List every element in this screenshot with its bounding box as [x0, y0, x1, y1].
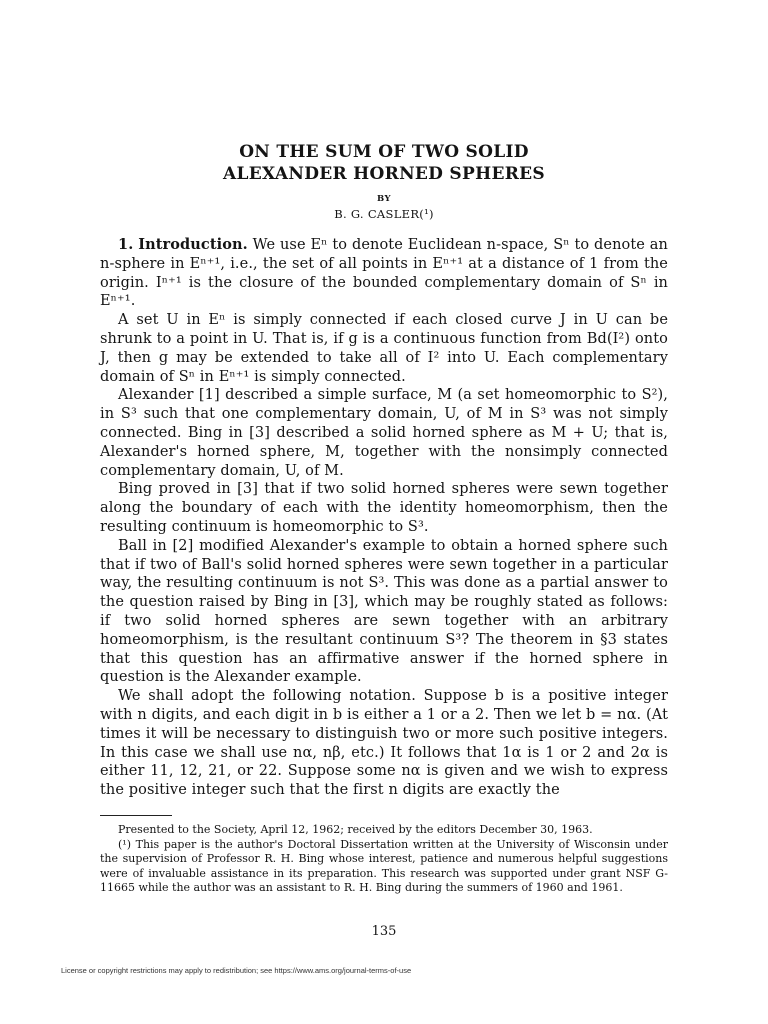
paragraph-1-text: We use Eⁿ to denote Euclidean n-space, Sⁿ to denote an n-sphere in Eⁿ⁺¹, i.e., the set of all points in Eⁿ⁺¹ at a distance of 1 from the origin. Iⁿ⁺¹ is the closure of the bounded complementary domain of Sⁿ in Eⁿ⁺¹. [100, 237, 668, 310]
paragraph-4: Bing proved in [3] that if two solid horned spheres were sewn together along the boundary of each with the identity homeomorphism, then the resulting continuum is homeomorphic to S³. [100, 481, 668, 535]
author-name: B. G. CASLER(¹) [334, 207, 434, 221]
page-number: 135 [371, 924, 397, 939]
by-label: BY [376, 194, 392, 204]
title-line-2: ALEXANDER HORNED SPHERES [223, 164, 545, 184]
footnote-1: (¹) This paper is the author's Doctoral Dissertation written at the University of Wisconsin under the supervision of Professor R. H. Bing whose interest, patience and numerous helpful suggestions were of invaluable assistance in its preparation. This research was supported under grant NSF G-11665 while the author was an assistant to R. H. Bing during the summers of 1960 and 1961. [100, 837, 668, 894]
section-title: Introduction. [138, 236, 248, 253]
paragraph-1 [100, 236, 668, 311]
footnote-divider [100, 815, 172, 816]
section-number: 1. [118, 236, 134, 253]
paragraph-3: Alexander [1] described a simple surface, M (a set homeomorphic to S²), in S³ such that one complementary domain, U, of M in S³ was not simply connected. Bing in [3] described a solid horned sphere as M + U; that is, Alexander's horned sphere, M, together with the nonsimply connected complementary domain, U, of M. [100, 387, 668, 479]
footnote-presented: Presented to the Society, April 12, 1962; received by the editors December 30, 1963. [118, 823, 593, 836]
paragraph-5: Ball in [2] modified Alexander's example to obtain a horned sphere such that if two of Ball's solid horned spheres were sewn together in a particular way, the resulting continuum is not S³. This was done as a partial answer to the question raised by Bing in [3], which may be roughly stated as follows: if two solid horned spheres are sewn together with an arbitrary homeomorphism, is the resultant continuum S³? The theorem in §3 states that this question has an affirmative answer if the horned sphere in question is the Alexander example. [100, 537, 668, 686]
license-notice: License or copyright restrictions may apply to redistribution; see https://www.ams.org/journal-terms-of-use [61, 966, 412, 975]
paragraph-2: A set U in Eⁿ is simply connected if each closed curve J in U can be shrunk to a point in U. That is, if g is a continuous function from Bd(I²) onto J, then g may be extended to take all of I² into U. Each complementary domain of Sⁿ in Eⁿ⁺¹ is simply connected. [100, 312, 668, 385]
paragraph-6: We shall adopt the following notation. Suppose b is a positive integer with n digits, and each digit in b is either a 1 or a 2. Then we let b = nα. (At times it will be necessary to distinguish two or more such positive integers. In this case we shall use nα, nβ, etc.) It follows that 1α is 1 or 2 and 2α is either 11, 12, 21, or 22. Suppose some nα is given and we wish to express the positive integer such that the first n digits are exactly the [100, 688, 668, 799]
body-text [100, 236, 668, 800]
title-line-1: ON THE SUM OF TWO SOLID [239, 142, 529, 162]
paper-title [100, 141, 668, 185]
footnotes [100, 823, 668, 896]
